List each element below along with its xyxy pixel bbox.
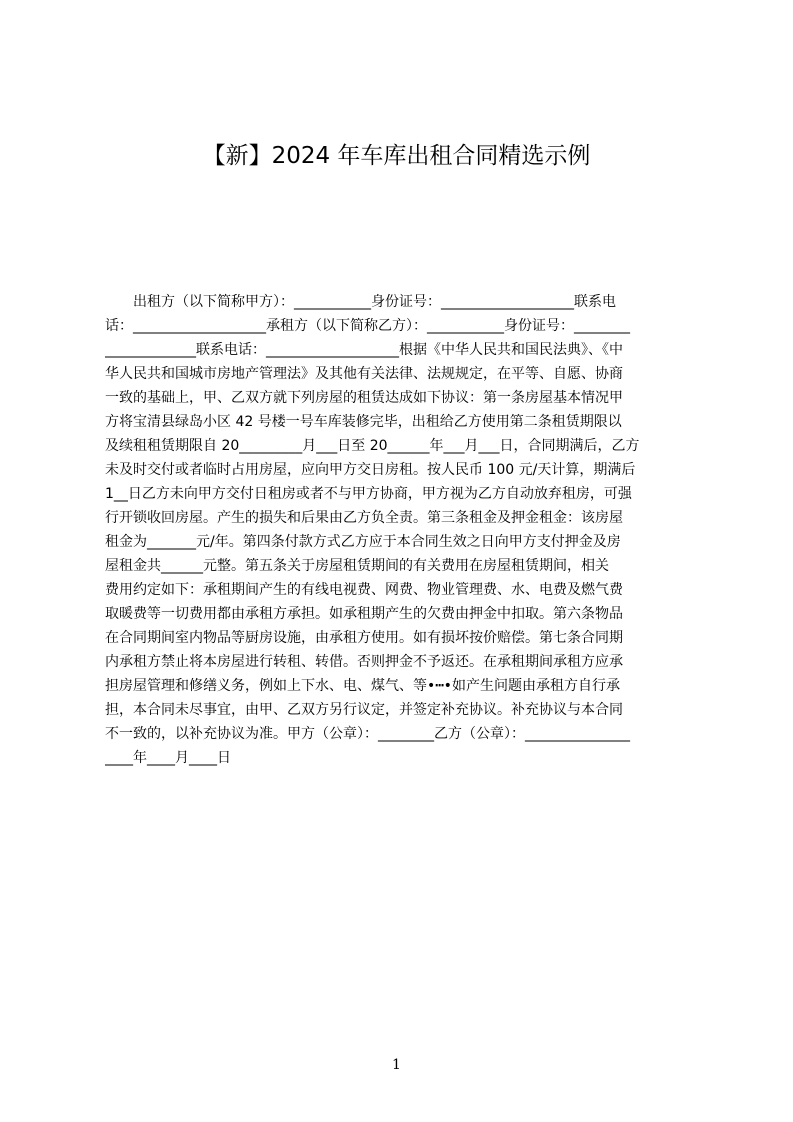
body-line-11: 租金为_______元/年。第四条付款方式乙方应于本合同生效之日向甲方支付押金及房 [105,534,621,550]
body-line-13: 费用约定如下：承租期间产生的有线电视费、网费、物业管理费、水、电费及燃气费 [105,582,623,598]
body-line-7: 及续租租赁期限自 20_________月___日至 20______年___月___日，合同期满后，乙方 [105,438,640,454]
body-line-15: 在合同期间室内物品等厨房设施，由承租方使用。如有损坏按价赔偿。第七条合同期 [105,630,623,646]
body-line-20: ____年____月____日 [105,750,231,766]
body-line-16: 内承租方禁止将本房屋进行转租、转借。否则押金不予返还。在承租期间承租方应承 [105,654,623,670]
contract-body [105,290,699,830]
body-line-10: 行开锁收回房屋。产生的损失和后果由乙方负全责。第三条租金及押金租金：该房屋 [105,510,623,526]
body-line-3: _____________联系电话：___________________根据《中华人民共和国民法典》、《中 [105,342,623,358]
body-line-1: 出租方（以下简称甲方）：___________身份证号：___________________联系电 [105,294,616,310]
body-line-5: 一致的基础上，甲、乙双方就下列房屋的租赁达成如下协议：第一条房屋基本情况甲 [105,390,623,406]
body-line-9: 1__日乙方未向甲方交付日租房或者不与甲方协商，甲方视为乙方自动放弃租房，可强 [105,486,632,502]
body-line-17: 担房屋管理和修缮义务，例如上下水、电、煤气、等•┅•如产生问题由承租方自行承 [105,678,620,694]
page-number: 1 [392,1057,401,1073]
body-line-12: 屋租金共______元整。第五条关于房屋租赁期间的有关费用在房屋租赁期间，相关 [105,558,609,574]
body-line-8: 未及时交付或者临时占用房屋，应向甲方交日房租。按人民币 100 元/天计算，期满后 [105,462,636,478]
body-line-14: 取暖费等一切费用都由承租方承担。如承租期产生的欠费由押金中扣取。第六条物品 [105,606,623,622]
body-line-4: 华人民共和国城市房地产管理法》及其他有关法律、法规规定，在平等、自愿、协商 [105,366,623,382]
document-title: 【新】2024 年车库出租合同精选示例 [202,143,591,169]
body-line-6: 方将宝清县绿岛小区 42 号楼一号车库装修完毕，出租给乙方使用第二条租赁期限以 [105,414,622,430]
body-line-18: 担，本合同未尽事宜，由甲、乙双方另行议定，并签定补充协议。补充协议与本合同 [105,702,623,718]
body-line-2: 话：___________________承租方（以下简称乙方）：___________身份证号：________ [105,318,630,334]
body-line-19: 不一致的，以补充协议为准。甲方（公章）：________乙方（公章）：_______________ [105,726,630,742]
